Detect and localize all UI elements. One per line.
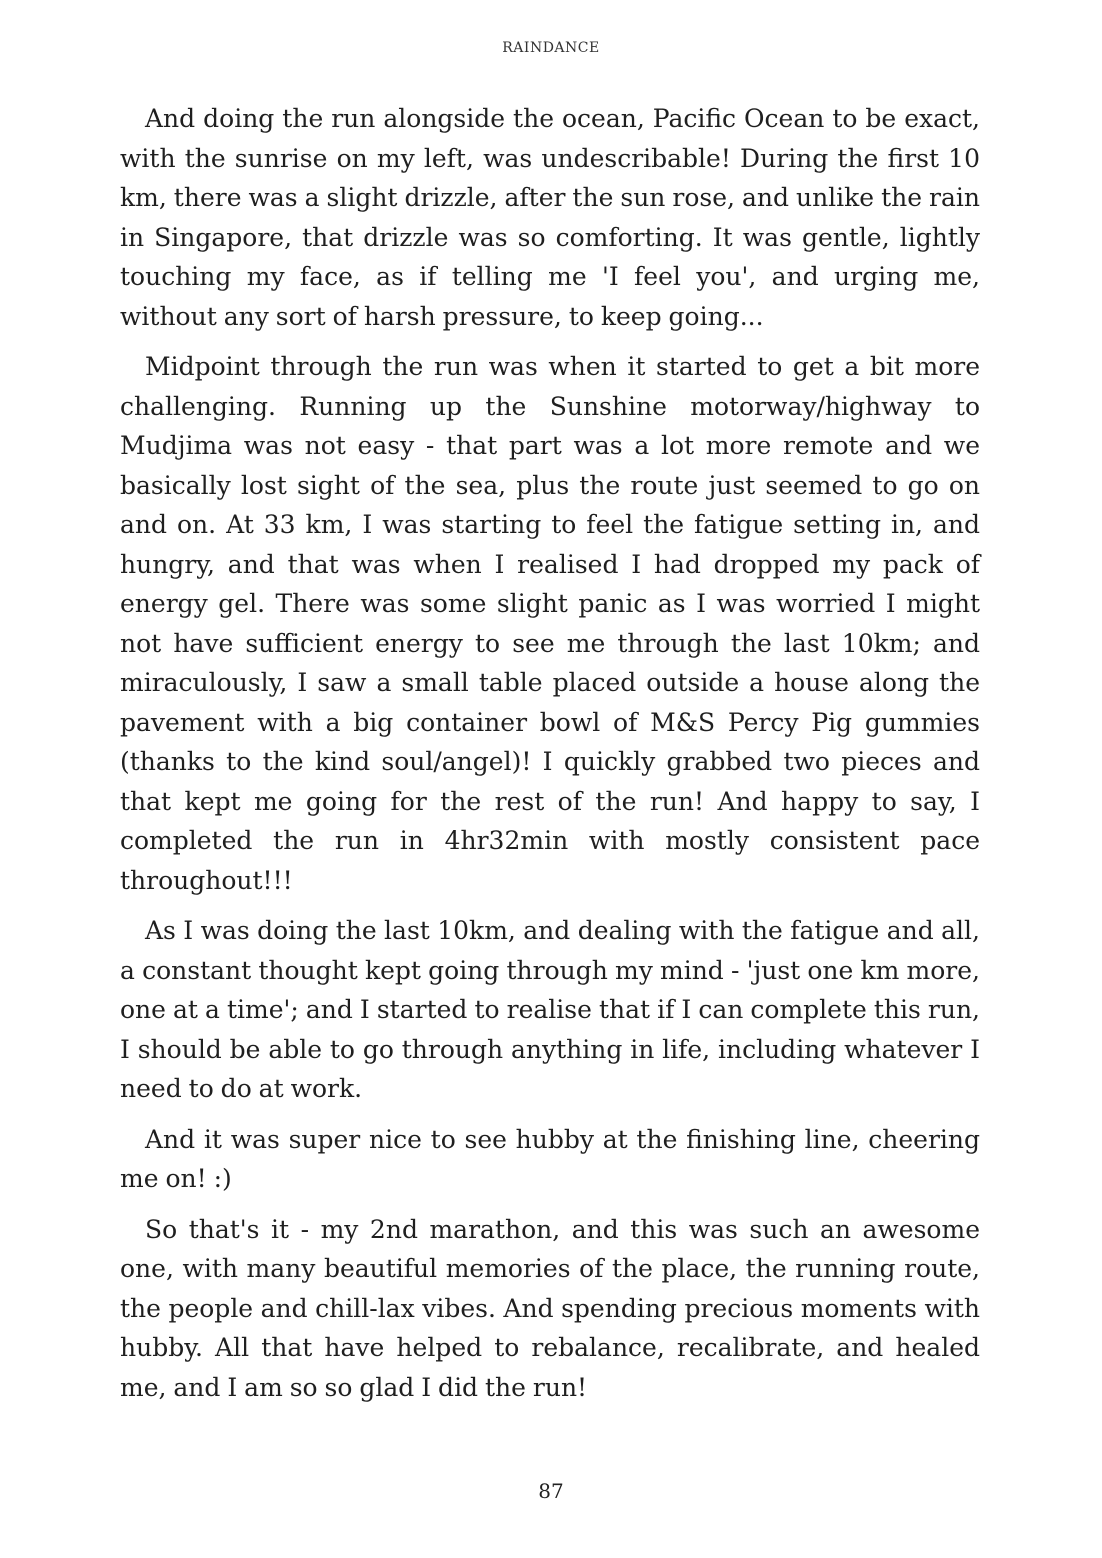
running-header: RAINDANCE — [502, 40, 600, 56]
body-text — [120, 99, 980, 1418]
paragraph-ocean-run: And doing the run alongside the ocean, Pacific Ocean to be exact, with the sunrise on my left, was undescribable! During the first 10 km, there was a slight drizzle, after the sun rose, and unlike the rain in Singapore, that drizzle was so comforting. It was gentle, lightly touching my face, as if telling me 'I feel you', and urging me, without any sort of harsh pressure, to keep going... — [120, 104, 980, 331]
paragraph-last-10km: As I was doing the last 10km, and dealing with the fatigue and all, a constant thought kept going through my mind - 'just one km more, one at a time'; and I started to realise that if I can complete this run, I should be able to go through anything in life, including whatever I need to do at work. — [120, 916, 980, 1103]
page-number: 87 — [538, 1479, 564, 1503]
paragraph-finishing-line: And it was super nice to see hubby at the finishing line, cheering me on! :) — [120, 1124, 980, 1193]
paragraph-conclusion: So that's it - my 2nd marathon, and this was such an awesome one, with many beautiful memories of the place, the running route, the people and chill-lax vibes. And spending precious moments with hubby. All that have helped to rebalance, recalibrate, and healed me, and I am so so glad I did the run! — [120, 1214, 980, 1402]
paragraph-midpoint: Midpoint through the run was when it started to get a bit more challenging. Running up the Sunshine motorway/highway to Mudjima was not easy - that part was a lot more remote and we basically lost sight of the sea, plus the route just seemed to go on and on. At 33 km, I was starting to feel the fatigue setting in, and hungry, and that was when I realised I had dropped my pack of energy gel. There was some slight panic as I was worried I might not have sufficient energy to see me through the last 10km; and miraculously, I saw a small table placed outside a house along the pavement with a big container bowl of M&S Percy Pig gummies (thanks to the kind soul/angel)! I quickly grabbed two pieces and that kept me going for the rest of the run! And happy to say, I completed the run in 4hr32min with mostly consistent pace throughout!!! — [120, 352, 980, 895]
